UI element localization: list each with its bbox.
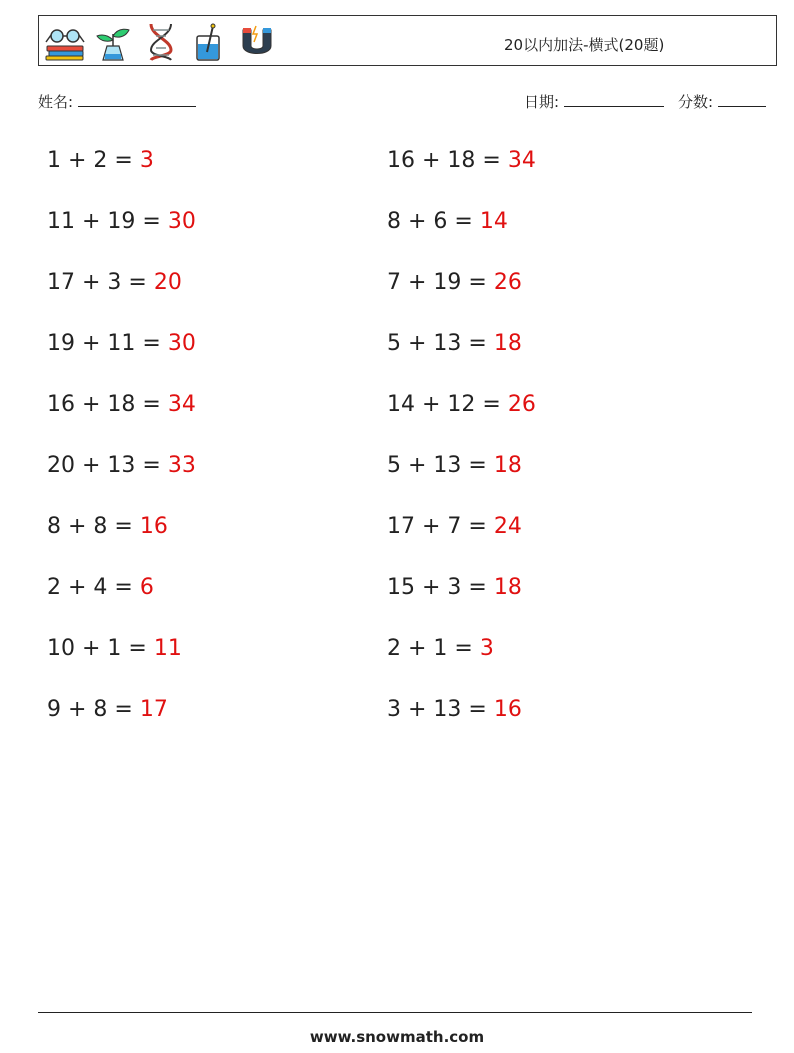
problem-answer: 18 [493, 453, 522, 478]
problem-question: 5 + 13 = [387, 453, 494, 478]
problem-item [47, 270, 182, 295]
problem-item [387, 331, 522, 356]
problem-question: 2 + 1 = [387, 636, 480, 661]
problem-question: 11 + 19 = [47, 209, 168, 234]
name-field [38, 91, 196, 112]
problem-item [387, 148, 536, 173]
problem-question: 10 + 1 = [47, 636, 154, 661]
problem-answer: 16 [139, 514, 168, 539]
problem-answer: 17 [139, 697, 168, 722]
problem-answer: 20 [153, 270, 182, 295]
goggles-books-icon [43, 22, 87, 62]
problem-answer: 18 [493, 575, 522, 600]
header-icons [43, 22, 279, 62]
problem-item [47, 514, 168, 539]
problem-item [387, 636, 494, 661]
magnet-icon [235, 22, 279, 62]
problem-question: 16 + 18 = [47, 392, 168, 417]
problem-question: 17 + 3 = [47, 270, 154, 295]
problem-question: 20 + 13 = [47, 453, 168, 478]
footer-url[interactable]: www.snowmath.com [309, 1028, 485, 1046]
problem-item [47, 209, 196, 234]
problem-answer: 34 [507, 148, 536, 173]
problem-question: 9 + 8 = [47, 697, 140, 722]
problem-answer: 18 [493, 331, 522, 356]
problem-item [387, 209, 508, 234]
problem-question: 1 + 2 = [47, 148, 140, 173]
problem-item [47, 575, 154, 600]
date-blank[interactable] [564, 91, 664, 107]
footer-divider [38, 1012, 752, 1013]
problem-answer: 6 [139, 575, 154, 600]
name-blank[interactable] [78, 91, 196, 107]
problem-answer: 33 [167, 453, 196, 478]
date-field [524, 91, 664, 112]
name-label: 姓名: [38, 93, 74, 111]
problem-question: 5 + 13 = [387, 331, 494, 356]
problem-item [387, 575, 522, 600]
problem-answer: 3 [139, 148, 154, 173]
problem-answer: 30 [167, 331, 196, 356]
problem-item [47, 697, 168, 722]
problem-item [47, 148, 154, 173]
score-blank[interactable] [718, 91, 766, 107]
problem-question: 8 + 8 = [47, 514, 140, 539]
beaker-icon [187, 22, 231, 62]
problem-answer: 3 [479, 636, 494, 661]
problem-question: 7 + 19 = [387, 270, 494, 295]
problem-answer: 11 [153, 636, 182, 661]
problem-question: 19 + 11 = [47, 331, 168, 356]
problem-item [47, 392, 196, 417]
problem-question: 16 + 18 = [387, 148, 508, 173]
problem-answer: 16 [493, 697, 522, 722]
problem-item [387, 392, 536, 417]
dna-icon [139, 22, 183, 62]
problem-question: 14 + 12 = [387, 392, 508, 417]
problem-question: 17 + 7 = [387, 514, 494, 539]
problem-item [387, 453, 522, 478]
problem-answer: 14 [479, 209, 508, 234]
problem-item [47, 453, 196, 478]
problem-item [387, 514, 522, 539]
problem-answer: 24 [493, 514, 522, 539]
problem-answer: 26 [493, 270, 522, 295]
worksheet-title: 20以内加法-横式(20题) [504, 36, 665, 54]
problem-question: 8 + 6 = [387, 209, 480, 234]
problem-question: 2 + 4 = [47, 575, 140, 600]
date-label: 日期: [524, 93, 560, 111]
problem-item [47, 636, 182, 661]
problem-answer: 34 [167, 392, 196, 417]
problem-answer: 26 [507, 392, 536, 417]
score-field [678, 91, 766, 112]
problem-question: 3 + 13 = [387, 697, 494, 722]
problem-item [387, 697, 522, 722]
problem-item [387, 270, 522, 295]
problem-question: 15 + 3 = [387, 575, 494, 600]
problem-item [47, 331, 196, 356]
plant-flask-icon [91, 22, 135, 62]
score-label: 分数: [678, 93, 714, 111]
problem-answer: 30 [167, 209, 196, 234]
header-box [38, 15, 777, 66]
